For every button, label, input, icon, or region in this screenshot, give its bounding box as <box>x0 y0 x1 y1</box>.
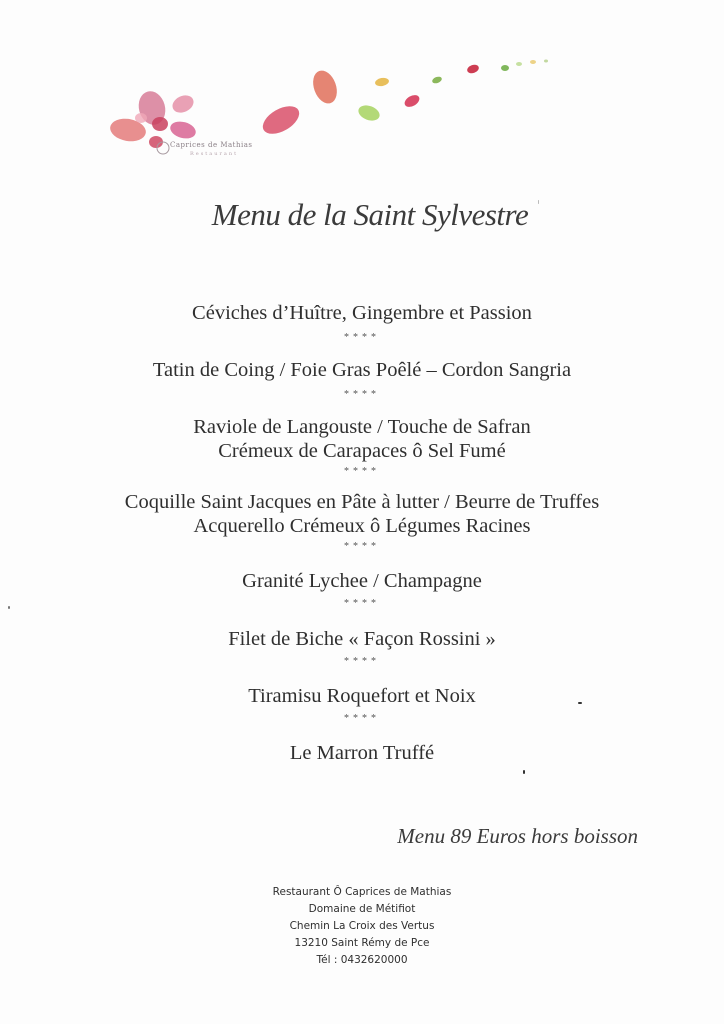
course-line: Tatin de Coing / Foie Gras Poêlé – Cordon Sangria <box>152 359 572 381</box>
address-line: Domaine de Métifiot <box>308 903 416 915</box>
course-line: Céviches d’Huître, Gingembre et Passion <box>192 302 532 324</box>
course-line: Acquerello Crémeux ô Légumes Racines <box>193 515 531 537</box>
scan-speck <box>538 200 539 204</box>
course-2 <box>0 358 724 382</box>
course-6 <box>0 627 724 651</box>
separator: **** <box>344 656 380 667</box>
logo-name: Caprices de Mathias <box>170 141 253 149</box>
course-1 <box>0 301 724 325</box>
course-line: Filet de Biche « Façon Rossini » <box>228 628 496 650</box>
separator: **** <box>344 598 380 609</box>
separator: **** <box>344 541 380 552</box>
menu-price: Menu 89 Euros hors boisson <box>397 824 638 848</box>
separator: **** <box>344 389 380 400</box>
address-line: Restaurant Ô Caprices de Mathias <box>272 886 452 898</box>
course-line: Crémeux de Carapaces ô Sel Fumé <box>218 440 506 462</box>
restaurant-address <box>0 884 724 969</box>
menu-title: Menu de la Saint Sylvestre <box>211 197 529 232</box>
course-line: Raviole de Langouste / Touche de Safran <box>193 416 531 438</box>
course-line: Tiramisu Roquefort et Noix <box>248 685 476 707</box>
separator: **** <box>344 466 380 477</box>
scan-speck <box>523 770 525 774</box>
course-4 <box>0 490 724 538</box>
separator: **** <box>344 332 380 343</box>
flying-petals <box>258 60 548 140</box>
petals-logo-art <box>0 0 724 180</box>
course-3 <box>0 415 724 463</box>
address-line: Chemin La Croix des Vertus <box>289 920 435 932</box>
course-line: Le Marron Truffé <box>289 742 435 764</box>
course-8 <box>0 741 724 765</box>
address-line: Tél : 0432620000 <box>316 954 408 966</box>
course-5 <box>0 569 724 593</box>
course-7 <box>0 684 724 708</box>
course-line: Coquille Saint Jacques en Pâte à lutter / Beurre de Truffes <box>124 491 600 513</box>
separator: **** <box>344 713 380 724</box>
address-line: 13210 Saint Rémy de Pce <box>294 937 430 949</box>
logo-subtitle: Restaurant <box>190 151 239 157</box>
scan-speck <box>8 606 10 609</box>
scan-speck <box>578 702 582 704</box>
course-line: Granité Lychee / Champagne <box>242 570 482 592</box>
